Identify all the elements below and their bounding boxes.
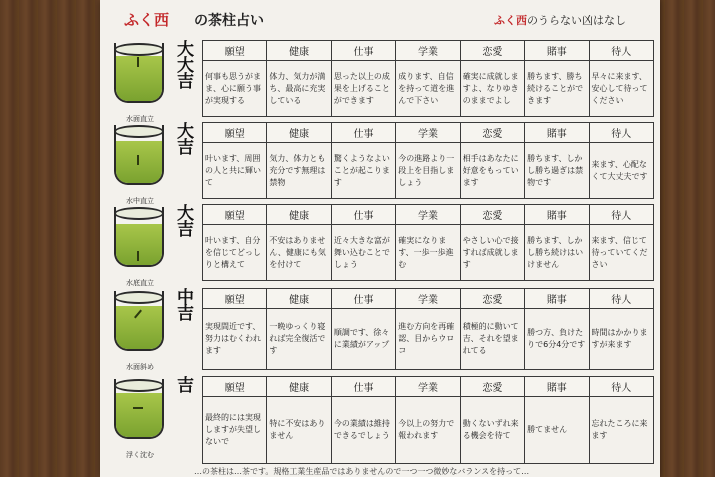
table-row bbox=[203, 225, 654, 281]
table-header-row bbox=[203, 123, 654, 143]
fortune-cell: 叶います、周囲の人と共に輝いて bbox=[203, 143, 267, 199]
tea-cup-illustration bbox=[112, 204, 167, 287]
column-header: 学業 bbox=[396, 205, 460, 225]
tea-liquid bbox=[116, 393, 162, 437]
fortune-cell: 来ます、信じて待っていてください bbox=[589, 225, 653, 281]
tea-stalk-icon bbox=[133, 407, 143, 409]
cup-caption: 水底直立 bbox=[126, 279, 154, 287]
column-header: 学業 bbox=[396, 41, 460, 61]
brand-logo-small: ふく西 bbox=[494, 14, 527, 27]
table-header-row bbox=[203, 289, 654, 309]
column-header: 待人 bbox=[589, 41, 653, 61]
column-header: 賭事 bbox=[525, 123, 589, 143]
tea-cup-icon bbox=[114, 43, 164, 103]
column-header: 賭事 bbox=[525, 41, 589, 61]
fortune-cell: 勝ちます、しかし勝ち過ぎは禁物です bbox=[525, 143, 589, 199]
column-header: 健康 bbox=[267, 289, 331, 309]
column-header: 恋愛 bbox=[460, 41, 524, 61]
column-header: 学業 bbox=[396, 289, 460, 309]
fortune-rank: 中吉 bbox=[173, 288, 193, 320]
fortune-cell: 最終的には実現しますが失望しないで bbox=[203, 397, 267, 464]
fortune-row bbox=[100, 120, 660, 205]
fortune-cell: 驚くようなよいことが起こります bbox=[331, 143, 395, 199]
tea-liquid bbox=[116, 56, 162, 101]
fortune-row bbox=[100, 38, 660, 123]
fortune-cell: 確実になります、一歩一歩進む bbox=[396, 225, 460, 281]
column-header: 健康 bbox=[267, 377, 331, 397]
fortune-rank: 大大吉 bbox=[173, 40, 193, 88]
fortune-rank: 吉 bbox=[173, 376, 193, 392]
column-header: 仕事 bbox=[331, 205, 395, 225]
fortune-row bbox=[100, 286, 660, 371]
column-header: 学業 bbox=[396, 377, 460, 397]
header-right-text: のうらない凶はなし bbox=[527, 14, 626, 27]
fortune-cell: 体力、気力が満ち、最高に充実している bbox=[267, 61, 331, 117]
fortune-cell: 早々に来ます、安心して待ってください bbox=[589, 61, 653, 117]
tea-cup-icon bbox=[114, 379, 164, 439]
column-header: 恋愛 bbox=[460, 123, 524, 143]
fortune-cell: 叶います、自分を信じてどっしりと構えて bbox=[203, 225, 267, 281]
fortune-row bbox=[100, 374, 660, 460]
table-row bbox=[203, 143, 654, 199]
tea-cup-illustration bbox=[112, 288, 167, 371]
fortune-cell: 気力、体力とも充分です無理は禁物 bbox=[267, 143, 331, 199]
fortune-cell: 一晩ゆっくり寝れば完全復活です bbox=[267, 309, 331, 370]
column-header: 待人 bbox=[589, 205, 653, 225]
column-header: 願望 bbox=[203, 123, 267, 143]
fortune-cell: 成ります、自信を持って道を進んで下さい bbox=[396, 61, 460, 117]
tea-stalk-icon bbox=[137, 155, 139, 165]
column-header: 賭事 bbox=[525, 289, 589, 309]
fortune-cell: 不安はありません、健康にも気を付けて bbox=[267, 225, 331, 281]
footer-note: …の茶柱は…茶です。規格工業生産品ではありませんので一つ一つ微妙なバランスを持って… bbox=[194, 467, 530, 476]
column-header: 仕事 bbox=[331, 41, 395, 61]
tea-liquid bbox=[116, 141, 162, 183]
fortune-row bbox=[100, 202, 660, 287]
column-header: 賭事 bbox=[525, 205, 589, 225]
table-row bbox=[203, 397, 654, 464]
cup-caption: 水中直立 bbox=[126, 197, 154, 205]
column-header: 願望 bbox=[203, 205, 267, 225]
column-header: 恋愛 bbox=[460, 377, 524, 397]
cup-caption: 水面直立 bbox=[126, 115, 154, 123]
fortune-cell: 特に不安はありません bbox=[267, 397, 331, 464]
tea-cup-icon bbox=[114, 207, 164, 267]
fortune-cell: 順調です、徐々に業績がアップ bbox=[331, 309, 395, 370]
fortune-cell: 今の業績は維持できるでしょう bbox=[331, 397, 395, 464]
fortune-cell: 忘れたころに来ます bbox=[589, 397, 653, 464]
fortune-cell: 近々大きな富が舞い込むことでしょう bbox=[331, 225, 395, 281]
table-row bbox=[203, 61, 654, 117]
column-header: 健康 bbox=[267, 41, 331, 61]
column-header: 待人 bbox=[589, 289, 653, 309]
fortune-cell: 今の進路より一段上を目指しましょう bbox=[396, 143, 460, 199]
fortune-cell: 来ます、心配なくて大丈夫です bbox=[589, 143, 653, 199]
column-header: 待人 bbox=[589, 377, 653, 397]
fortune-cell: 思った以上の成果を上げることができます bbox=[331, 61, 395, 117]
tea-liquid bbox=[116, 224, 162, 265]
tea-stalk-icon bbox=[137, 251, 139, 261]
column-header: 恋愛 bbox=[460, 205, 524, 225]
tea-cup-illustration bbox=[112, 376, 167, 459]
fortune-paper bbox=[100, 0, 660, 477]
fortune-cell: 実現間近です、努力はむくわれます bbox=[203, 309, 267, 370]
fortune-table bbox=[202, 204, 654, 281]
fortune-table bbox=[202, 40, 654, 117]
column-header: 賭事 bbox=[525, 377, 589, 397]
table-header-row bbox=[203, 205, 654, 225]
tea-cup-icon bbox=[114, 291, 164, 351]
column-header: 恋愛 bbox=[460, 289, 524, 309]
brand-logo: ふく西 bbox=[124, 11, 170, 29]
column-header: 願望 bbox=[203, 41, 267, 61]
fortune-cell: 勝つ方、負けたりで6分4分です bbox=[525, 309, 589, 370]
table-header-row bbox=[203, 377, 654, 397]
fortune-table bbox=[202, 122, 654, 199]
tea-cup-icon bbox=[114, 125, 164, 185]
column-header: 健康 bbox=[267, 205, 331, 225]
column-header: 願望 bbox=[203, 377, 267, 397]
fortune-cell: やさしい心で接すれば成就します bbox=[460, 225, 524, 281]
column-header: 願望 bbox=[203, 289, 267, 309]
fortune-cell: 何事も思うがまま、心に願う事が実現する bbox=[203, 61, 267, 117]
fortune-cell: 勝ちます、しかし勝ち続けはいけません bbox=[525, 225, 589, 281]
fortune-rank: 大吉 bbox=[173, 204, 193, 236]
fortune-cell: 積極的に動いて吉、それを望まれてる bbox=[460, 309, 524, 370]
header-right bbox=[494, 12, 626, 28]
fortune-cell: 進む方向を再確認、目からウロコ bbox=[396, 309, 460, 370]
column-header: 待人 bbox=[589, 123, 653, 143]
fortune-cell: 勝てません bbox=[525, 397, 589, 464]
tea-stalk-icon bbox=[137, 57, 139, 67]
cup-caption: 水面斜め bbox=[126, 363, 154, 371]
fortune-cell: 確実に成就しますよ、なりゆきのままでよし bbox=[460, 61, 524, 117]
column-header: 健康 bbox=[267, 123, 331, 143]
fortune-cell: 時間はかかりますが来ます bbox=[589, 309, 653, 370]
fortune-cell: 勝ちます、勝ち続けることができます bbox=[525, 61, 589, 117]
fortune-cell: 相手はあなたに好意をもっています bbox=[460, 143, 524, 199]
fortune-table bbox=[202, 376, 654, 464]
column-header: 学業 bbox=[396, 123, 460, 143]
fortune-cell: 動くないずれ来る機会を待て bbox=[460, 397, 524, 464]
fortune-rank: 大吉 bbox=[173, 122, 193, 154]
column-header: 仕事 bbox=[331, 289, 395, 309]
cup-caption: 浮く沈む bbox=[126, 451, 154, 459]
page-title: の茶柱占い bbox=[194, 13, 264, 29]
fortune-cell: 今以上の努力で報われます bbox=[396, 397, 460, 464]
tea-cup-illustration bbox=[112, 122, 167, 205]
fortune-table bbox=[202, 288, 654, 370]
column-header: 仕事 bbox=[331, 377, 395, 397]
paper-header bbox=[100, 9, 660, 29]
table-header-row bbox=[203, 41, 654, 61]
tea-cup-illustration bbox=[112, 40, 167, 123]
column-header: 仕事 bbox=[331, 123, 395, 143]
table-row bbox=[203, 309, 654, 370]
